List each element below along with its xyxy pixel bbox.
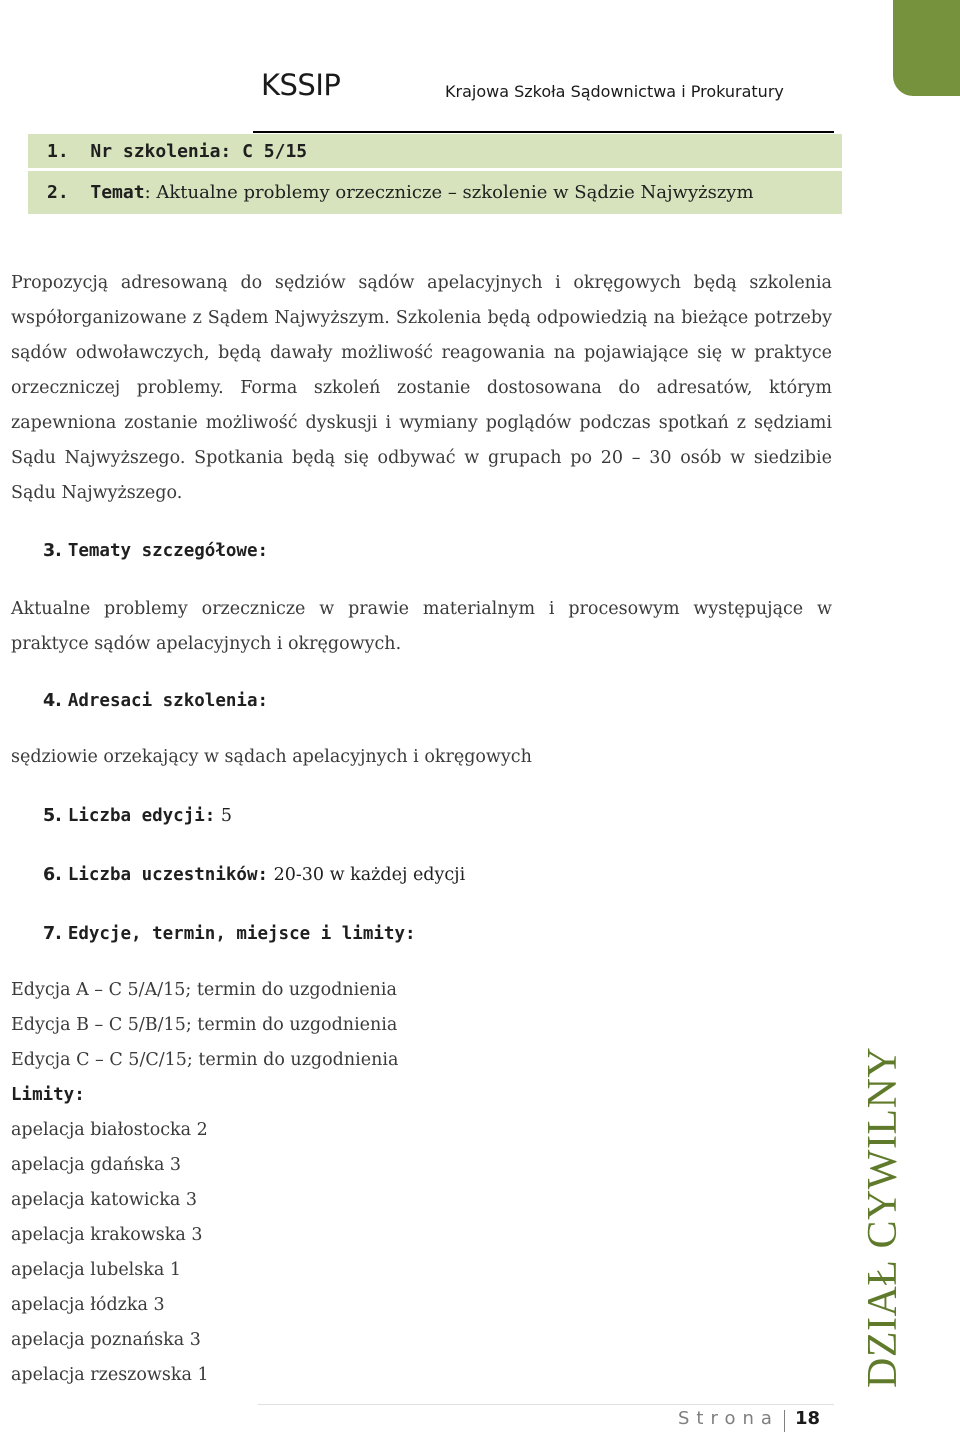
detailed-topics-text: Aktualne problemy orzecznicze w prawie materialnym i procesowym występujące w praktyce sądów apelacyjnych i okręgowych. bbox=[11, 599, 832, 654]
editions-count-label: Liczba edycji: bbox=[67, 806, 216, 826]
corner-tab bbox=[893, 0, 960, 96]
section-number: 2. bbox=[47, 182, 69, 203]
topic-label: Temat bbox=[90, 182, 145, 203]
limit-item: apelacja lubelska 1 bbox=[11, 1260, 181, 1280]
participants-value: 20-30 w każdej edycji bbox=[268, 865, 466, 885]
editions-count-value: 5 bbox=[215, 806, 233, 826]
training-number-label: Nr szkolenia bbox=[90, 141, 221, 162]
footer-divider bbox=[258, 1404, 834, 1405]
limits-label: Limity: bbox=[11, 1085, 85, 1105]
intro-paragraph: Propozycją adresowaną do sędziów sądów apelacyjnych i okręgowych będą szkolenia współorganizowane z Sądem Najwyższym. Szkolenia będą odpowiedzią na bieżące potrzeby sądów odwoławczych, będą dawały możliwość reagowania na pojawiające się w praktyce orzeczniczej problemy. Forma szkoleń zostanie dostosowana do adresatów, którym zapewniona zostanie możliwość dyskusji i wymiany poglądów podczas spotkań z sędziami Sądu Najwyższego. Spotkania będą się odbywać w grupach po 20 – 30 osób w siedzibie Sądu Najwyższego. bbox=[11, 273, 832, 503]
editions-label: Edycje, termin, miejsce i limity: bbox=[67, 924, 416, 944]
addressees-text: sędziowie orzekający w sądach apelacyjnych i okręgowych bbox=[11, 747, 532, 767]
participants-heading bbox=[43, 865, 465, 885]
limit-item: apelacja gdańska 3 bbox=[11, 1155, 182, 1175]
limit-item: apelacja krakowska 3 bbox=[11, 1225, 203, 1245]
section-side-label: DZIAŁ CYWILNY bbox=[860, 1046, 906, 1388]
section-number: 4. bbox=[43, 691, 62, 711]
edition-item: Edycja B – C 5/B/15; termin do uzgodnienia bbox=[11, 1015, 398, 1035]
edition-item: Edycja A – C 5/A/15; termin do uzgodnienia bbox=[11, 980, 397, 1000]
header-divider bbox=[253, 131, 834, 133]
editions-count-heading bbox=[43, 806, 232, 826]
limit-item: apelacja poznańska 3 bbox=[11, 1330, 201, 1350]
section-number: 5. bbox=[43, 806, 62, 826]
topic-value: : Aktualne problemy orzecznicze – szkolenie w Sądzie Najwyższym bbox=[144, 182, 754, 203]
section-number: 3. bbox=[43, 541, 62, 561]
limit-item: apelacja rzeszowska 1 bbox=[11, 1365, 209, 1385]
header-logo-text: KSSIP bbox=[261, 68, 341, 102]
footer-separator bbox=[784, 1410, 785, 1432]
training-number-band bbox=[28, 134, 842, 170]
header-org-name: Krajowa Szkoła Sądownictwa i Prokuratury bbox=[445, 82, 784, 101]
section-number: 1. bbox=[47, 141, 69, 162]
topic-band bbox=[28, 171, 842, 214]
addressees-label: Adresaci szkolenia: bbox=[67, 691, 269, 711]
training-number-value: : C 5/15 bbox=[220, 141, 308, 162]
addressees-heading bbox=[43, 691, 268, 711]
section-number: 7. bbox=[43, 924, 62, 944]
section-number: 6. bbox=[43, 865, 62, 885]
limit-item: apelacja białostocka 2 bbox=[11, 1120, 208, 1140]
page-footer bbox=[678, 1408, 821, 1429]
page-number: 18 bbox=[795, 1408, 821, 1429]
limit-item: apelacja katowicka 3 bbox=[11, 1190, 197, 1210]
detailed-topics-label: Tematy szczegółowe: bbox=[67, 541, 269, 561]
footer-page-word: Strona bbox=[678, 1408, 779, 1429]
edition-item: Edycja C – C 5/C/15; termin do uzgodnienia bbox=[11, 1050, 399, 1070]
participants-label: Liczba uczestników: bbox=[67, 865, 269, 885]
limit-item: apelacja łódzka 3 bbox=[11, 1295, 165, 1315]
editions-heading bbox=[43, 924, 416, 944]
detailed-topics-heading bbox=[43, 541, 268, 561]
